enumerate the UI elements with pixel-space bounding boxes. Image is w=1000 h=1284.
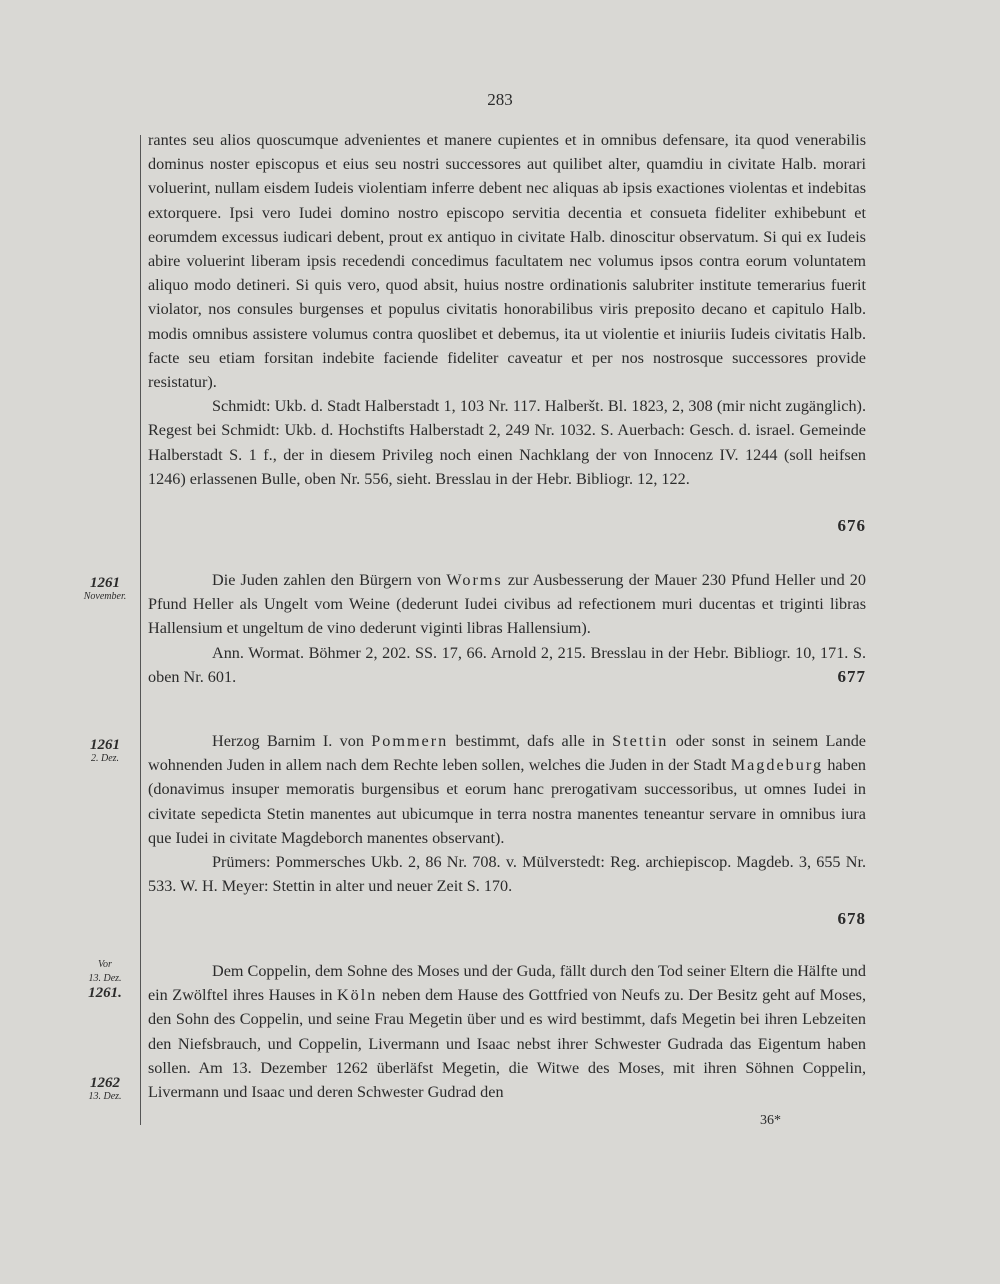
margin-year: 1261 — [90, 575, 120, 591]
margin-date: 13. Dez. — [88, 1091, 122, 1102]
margin-date: 13. Dez. — [88, 973, 122, 984]
entry-number-677: 677 — [837, 666, 866, 686]
margin-prefix: Vor — [98, 959, 112, 970]
entry-number-678: 678 — [837, 909, 866, 928]
entry-number-676: 676 — [837, 516, 866, 535]
place-name: Worms — [446, 571, 503, 589]
margin-date: 2. Dez. — [90, 753, 120, 764]
entry-678-references: Prümers: Pommersches Ukb. 2, 86 Nr. 708. v. Mülverstedt: Reg. archiepiscop. Magdeb. 3, 655 Nr. 533. W. H. Meyer: Stettin in alter und neuer Zeit S. 170. — [148, 853, 866, 896]
place-name: Pommern — [371, 732, 449, 750]
text-part: bestimmt, dafs alle in — [448, 732, 613, 750]
entry-676-references: Schmidt: Ukb. d. Stadt Halberstadt 1, 103 Nr. 117. Halberšt. Bl. 1823, 2, 308 (mir nicht zugänglich). Regest bei Schmidt: Ukb. d. Hochstifts Halberstadt 2, 249 Nr. 1032. S. Auerbach: Gesch. d. israel. Gemeinde Halberstadt S. 1 f., der in diesem Privileg noch einen Nachklang der von Innocenz IV. 1244 (soll heifsen 1246) erlassenen Bulle, oben Nr. 556, sieht. Bresslau in der Hebr. Bibliogr. 12, 122. — [148, 397, 866, 488]
text-part: Dem Coppelin, dem Sohne des Moses und der Guda, fällt durch den Tod seiner Eltern die Hälfte und ein Zwölftel ihres Hauses in — [148, 962, 866, 1005]
entry-677 — [148, 568, 866, 689]
entry-677-references — [148, 641, 866, 689]
entry-677-text — [148, 568, 866, 641]
entry-678-text — [148, 729, 866, 850]
margin-rule — [140, 135, 141, 1125]
text-part: oder sonst in seinem Lande wohnenden Juden in allem nach dem Rechte leben sollen, welches die Juden in der Stadt — [148, 732, 866, 775]
margin-year: 1261 — [90, 737, 120, 753]
text-part: haben (donavimus insuper memoratis burgensibus et eorum hanc prerogativam successoribus, ut omnes Iudei in civitate sepedicta Stetin manentes aut ubicumque in terra nostra manentes teneantur servare in omnibus iura que Iudei in civitate Magdeborch manentes observant). — [148, 756, 866, 847]
entry-678 — [148, 729, 866, 898]
entry-676-text: rantes seu alios quoscumque advenientes et manere cupientes et in omnibus defensare, ita quod venerabilis dominus noster episcopus et eius seu nostri successores aut quilibet alter, quamdiu in civitate Halb. morari voluerint, nullam eisdem Iudeis violentiam inferre debent nec aliquas ab ipsis exactiones violentas et indebitas extorquere. Ipsi vero Iudei domino nostro episcopo servitia decentia et consueta fideliter exhibebunt et eorumdem excessus iudicari debent, prout ex antiquo in civitate Halb. dinoscitur observatum. Si qui ex Iudeis abire voluerint liberam ipsis recedendi concedimus facultatem nec volumus ipsos contra eorum voluntatem aliquo modo detineri. Si quis vero, quod absit, huius nostre ordinationis salubriter institute temerarius fuerit violator, nos consules burgenses et populus civitatis honorabilibus viris preposito decano et capitulo Halb. modis omnibus assistere volumus contra quoslibet et debemus, ita ut violentie et iniuriis Iudeis civitatis Halb. facte seu etiam forsitan indebite faciende fideliter caveatur et per nos nostrosque successores provide resistatur). — [148, 131, 866, 392]
entry-679-text — [148, 959, 866, 1104]
text-part: Die Juden zahlen den Bürgern von — [212, 571, 447, 589]
entry-676 — [148, 128, 866, 491]
page-number: 283 — [487, 90, 513, 109]
text-part: neben dem Hause des Gottfried von Neufs zu. Der Besitz geht auf Moses, den Sohn des Coppelin, und seine Frau Megetin über und es wird bestimmt, dafs Megetin bei ihren Lebzeiten den Niefsbrauch, und Coppelin, Livermann und Isaac nebst ihrer Schwester Gudrada das Eigentum haben sollen. Am 13. Dezember 1262 überläfst Megetin, die Witwe des Moses, mit ihren Söhnen Coppelin, Livermann und Isaac und deren Schwester Gudrad den — [148, 986, 866, 1102]
margin-year: 1262 — [90, 1075, 120, 1091]
margin-note-677 — [76, 576, 134, 604]
margin-date: November. — [83, 591, 127, 602]
text-part: zur Ausbesserung der Mauer 230 Pfund Heller und 20 Pfund Heller als Ungelt vom Weine (dederunt Iudei civibus ad refectionem muri ducentas et triginti libras Hallensium et ungeltum de vino dederunt viginti libras Hallensium). — [148, 571, 866, 638]
margin-note-678 — [76, 738, 134, 766]
text-part: Herzog Barnim I. von — [212, 732, 372, 750]
place-name: Stettin — [612, 732, 669, 750]
place-name: Magdeburg — [730, 756, 824, 775]
references-text: Ann. Wormat. Böhmer 2, 202. SS. 17, 66. Arnold 2, 215. Bresslau in der Hebr. Bibliogr. 10, 171. S. oben Nr. 601. — [148, 643, 866, 686]
signature-mark: 36* — [760, 1113, 781, 1128]
entry-679 — [148, 959, 866, 1104]
margin-year: 1261. — [88, 985, 122, 1001]
place-name: Köln — [336, 986, 378, 1005]
margin-note-679b — [76, 1076, 134, 1104]
margin-note-679a — [76, 958, 134, 1000]
